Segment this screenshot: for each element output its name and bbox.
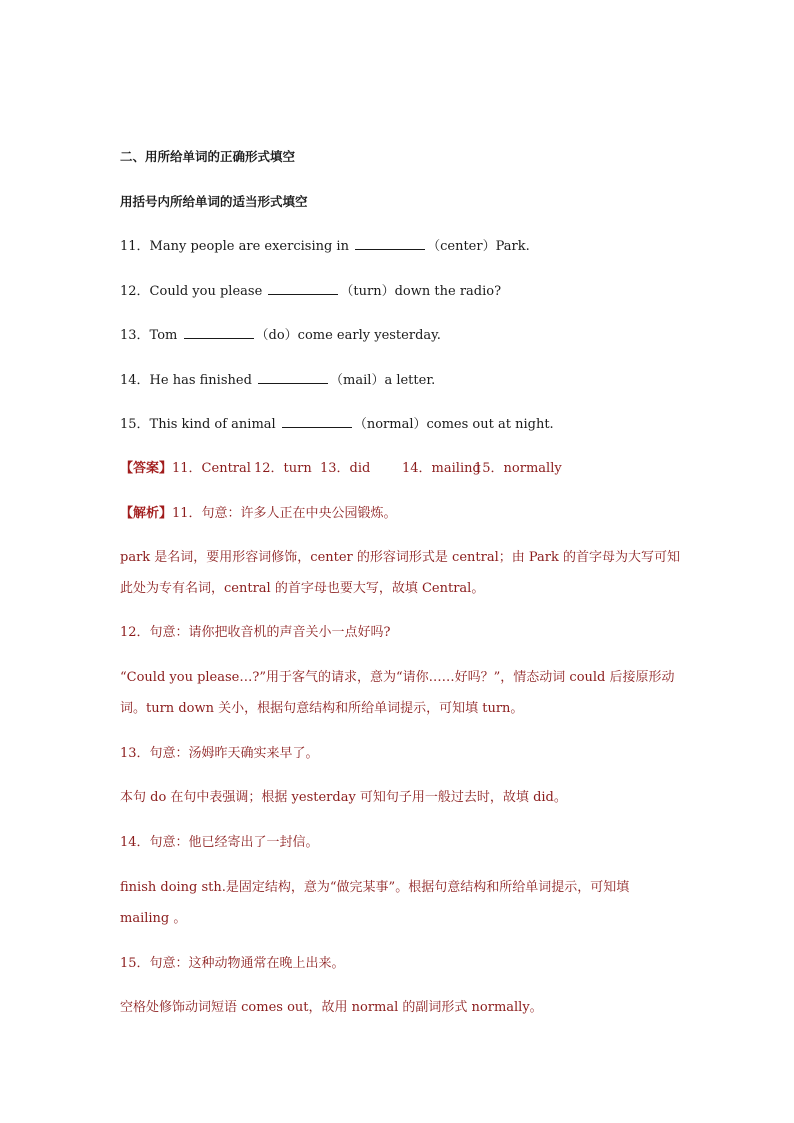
question-text-before: Could you please: [149, 284, 263, 299]
question-text-before: He has finished: [149, 373, 252, 388]
q15-explanation: 空格处修饰动词短语 comes out，故用 normal 的副词形式 normally。: [120, 1000, 543, 1015]
answer-blank: [268, 282, 338, 295]
answer-line: [120, 460, 562, 478]
q14-explanation-2: mailing 。: [120, 911, 187, 926]
question-15: [120, 415, 554, 434]
q14-meaning: 14．句意：他已经寄出了一封信。: [120, 835, 319, 850]
question-13: [120, 326, 441, 345]
answer-blank: [355, 237, 425, 250]
question-12: [120, 282, 501, 301]
question-number: 13．: [120, 328, 150, 343]
section-title: 二、用所给单词的正确形式填空: [120, 149, 296, 164]
question-14: [120, 371, 435, 390]
answer-blank: [282, 415, 352, 428]
word-hint: （mail）: [330, 373, 385, 388]
question-number: 12．: [120, 284, 150, 299]
question-number: 15．: [120, 417, 150, 432]
q15-meaning: 15．句意：这种动物通常在晚上出来。: [120, 956, 345, 971]
question-number: 11．: [120, 239, 150, 254]
q13-meaning: 13．句意：汤姆昨天确实来早了。: [120, 746, 319, 761]
analysis-tag: 【解析】: [120, 506, 173, 521]
answer-blank: [258, 371, 328, 384]
q11-explanation-1: park 是名词，要用形容词修饰，center 的形容词形式是 central；由 Park 的首字母为大写可知: [120, 550, 681, 565]
word-hint: （do）: [255, 328, 298, 343]
instruction: 用括号内所给单词的适当形式填空: [120, 194, 308, 209]
analysis-line: [120, 505, 397, 523]
q11-meaning: 11．句意：许多人正在中央公园锻炼。: [172, 506, 397, 521]
question-text-before: Tom: [149, 328, 178, 343]
answer-item: 13．did: [320, 461, 371, 476]
q12-explanation-2: 词。turn down 关小，根据句意结构和所给单词提示，可知填 turn。: [120, 701, 524, 716]
answer-blank: [184, 326, 254, 339]
answer-item: 14．mailing: [402, 461, 481, 476]
answer-item: 11．Central: [172, 461, 251, 476]
q12-explanation-1: “Could you please…?”用于客气的请求，意为“请你……好吗？”，情态动词 could 后接原形动: [120, 670, 675, 685]
question-text-after: a letter.: [384, 373, 436, 388]
question-text-after: come early yesterday.: [297, 328, 441, 343]
question-text-after: down the radio?: [394, 284, 502, 299]
q12-meaning: 12．句意：请你把收音机的声音关小一点好吗?: [120, 625, 391, 640]
word-hint: （normal）: [353, 417, 427, 432]
question-11: [120, 237, 530, 256]
q11-explanation-2: 此处为专有名词，central 的首字母也要大写，故填 Central。: [120, 581, 485, 596]
q13-explanation: 本句 do 在句中表强调；根据 yesterday 可知句子用一般过去时，故填 did。: [120, 790, 567, 805]
question-text-after: comes out at night.: [426, 417, 554, 432]
question-text-before: Many people are exercising in: [149, 239, 349, 254]
answer-tag: 【答案】: [120, 461, 173, 476]
word-hint: （turn）: [340, 284, 395, 299]
answer-item: 12．turn: [254, 461, 312, 476]
word-hint: （center）: [427, 239, 496, 254]
q14-explanation-1: finish doing sth.是固定结构，意为“做完某事”。根据句意结构和所给单词提示，可知填: [120, 880, 630, 895]
question-text-before: This kind of animal: [149, 417, 276, 432]
answer-item: 15．normally: [474, 461, 562, 476]
question-text-after: Park.: [495, 239, 530, 254]
question-number: 14．: [120, 373, 150, 388]
